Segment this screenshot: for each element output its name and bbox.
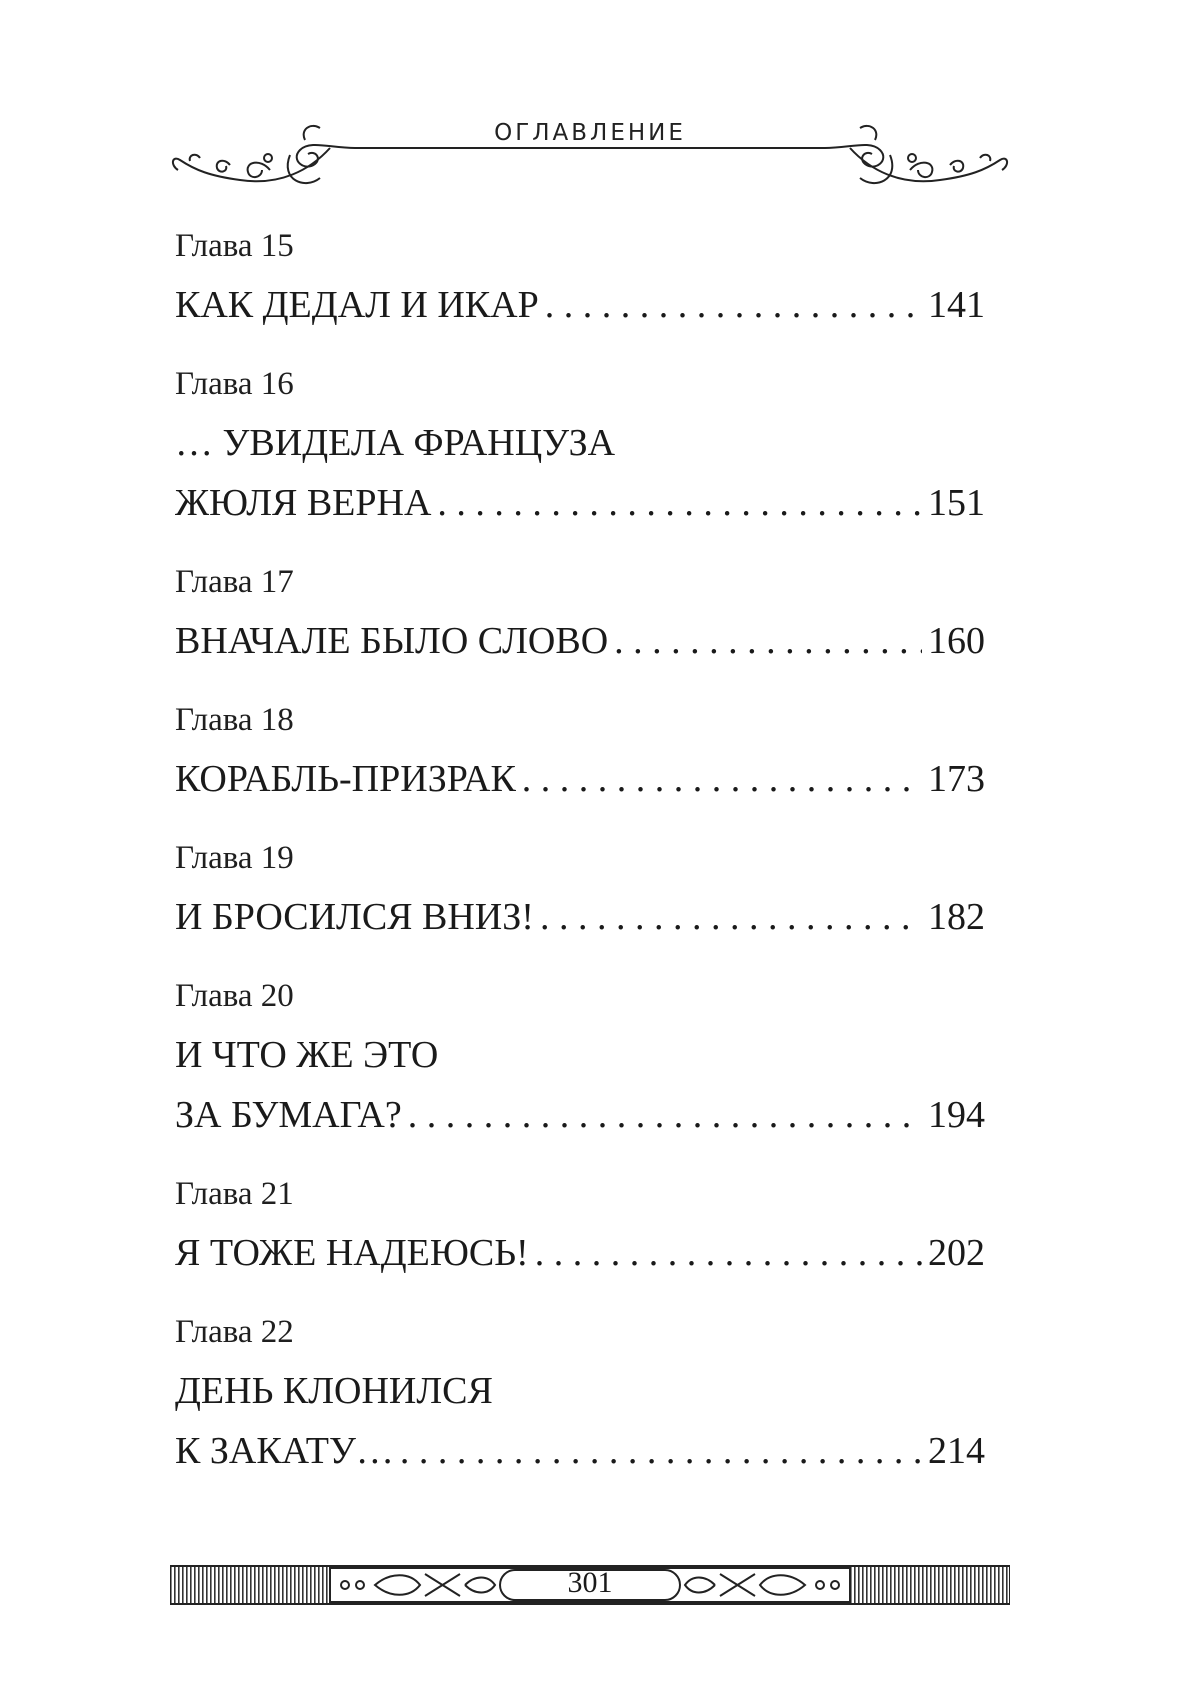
page-ref: 194 bbox=[928, 1094, 985, 1136]
page-ref: 141 bbox=[928, 284, 985, 326]
page-ref: 214 bbox=[928, 1430, 985, 1472]
chapter-label: Глава 22 bbox=[175, 1314, 294, 1350]
chapter-title-line bbox=[175, 1224, 985, 1284]
chapter-label: Глава 17 bbox=[175, 564, 294, 600]
page-ref: 160 bbox=[928, 620, 985, 662]
chapter-title: КОРАБЛЬ-ПРИЗРАК bbox=[175, 758, 516, 800]
toc-entry[interactable] bbox=[175, 1172, 985, 1284]
page-footer bbox=[170, 1560, 1010, 1610]
chapter-title: ЗА БУМАГА? bbox=[175, 1094, 402, 1136]
chapter-label: Глава 19 bbox=[175, 840, 294, 876]
dot-leader bbox=[545, 286, 922, 324]
page-ref: 151 bbox=[928, 482, 985, 524]
toc-header bbox=[170, 110, 1010, 210]
chapter-title-line bbox=[175, 888, 985, 948]
chapter-title: К ЗАКАТУ… bbox=[175, 1430, 394, 1472]
dot-leader bbox=[540, 898, 922, 936]
chapter-label: Глава 18 bbox=[175, 702, 294, 738]
chapter-title: И БРОСИЛСЯ ВНИЗ! bbox=[175, 896, 534, 938]
chapter-label: Глава 20 bbox=[175, 978, 294, 1014]
dot-leader bbox=[437, 484, 922, 522]
chapter-label: Глава 15 bbox=[175, 228, 294, 264]
page-number: 301 bbox=[567, 1566, 613, 1599]
toc-entry[interactable] bbox=[175, 362, 985, 534]
chapter-label: Глава 16 bbox=[175, 366, 294, 402]
chapter-title: Я ТОЖЕ НАДЕЮСЬ! bbox=[175, 1232, 529, 1274]
chapter-title-line bbox=[175, 1086, 985, 1146]
page-title: ОГЛАВЛЕНИЕ bbox=[494, 120, 686, 146]
page-ref: 202 bbox=[928, 1232, 985, 1274]
chapter-title: ДЕНЬ КЛОНИЛСЯ bbox=[175, 1370, 493, 1412]
chapter-title: ВНАЧАЛЕ БЫЛО СЛОВО bbox=[175, 620, 609, 662]
dot-leader bbox=[400, 1432, 922, 1470]
chapter-title-line bbox=[175, 276, 985, 336]
toc-entry[interactable] bbox=[175, 560, 985, 672]
chapter-title-line bbox=[175, 1422, 985, 1482]
dot-leader bbox=[408, 1096, 922, 1134]
chapter-title: И ЧТО ЖЕ ЭТО bbox=[175, 1034, 439, 1076]
chapter-title: ЖЮЛЯ ВЕРНА bbox=[175, 482, 432, 524]
page-ref: 173 bbox=[928, 758, 985, 800]
chapter-title: … УВИДЕЛА ФРАНЦУЗА bbox=[175, 422, 616, 464]
toc-entry[interactable] bbox=[175, 1310, 985, 1482]
chapter-title: КАК ДЕДАЛ И ИКАР bbox=[175, 284, 539, 326]
dot-leader bbox=[522, 760, 922, 798]
dot-leader bbox=[535, 1234, 922, 1272]
chapter-title-line bbox=[175, 750, 985, 810]
toc-entry[interactable] bbox=[175, 224, 985, 336]
toc-entry[interactable] bbox=[175, 974, 985, 1146]
toc-entry[interactable] bbox=[175, 698, 985, 810]
table-of-contents bbox=[175, 224, 985, 1508]
toc-entry[interactable] bbox=[175, 836, 985, 948]
dot-leader bbox=[614, 622, 922, 660]
page-ref: 182 bbox=[928, 896, 985, 938]
chapter-title-line bbox=[175, 612, 985, 672]
chapter-label: Глава 21 bbox=[175, 1176, 294, 1212]
chapter-title-line bbox=[175, 474, 985, 534]
